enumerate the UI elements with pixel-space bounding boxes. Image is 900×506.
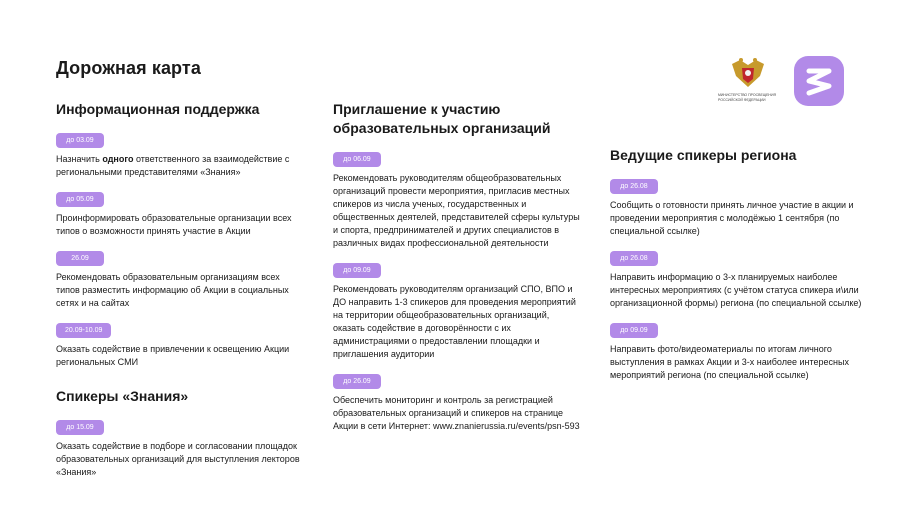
item-text: Рекомендовать руководителям организаций СПО, ВПО и ДО направить 1-3 спикеров для проведения мероприятий на территории общеобразовательных организаций, оказать содействие в договорённости с их администрациями о предоставлении площадки и приглашения аудитории [333, 284, 576, 359]
section-title-leading: Ведущие спикеры региона [610, 147, 797, 163]
item-text: Рекомендовать руководителям общеобразовательных организаций провести мероприятия, пригласив местных спикеров из числа ученых, государственных и общественных деятелей, представителей сферы культуры и спорта, предпринимателей и других специалистов в различных видах профессиональной деятельности [333, 173, 580, 248]
list-item [333, 148, 583, 250]
date-badge: до 06.09 [333, 152, 381, 167]
date-badge: до 09.09 [610, 323, 658, 338]
list-item [333, 259, 583, 361]
list-item [56, 416, 306, 479]
list-item [56, 247, 306, 310]
znanie-logo-icon [794, 56, 844, 106]
date-badge: 26.09 [56, 251, 104, 266]
list-item [56, 129, 306, 179]
item-text: Оказать содействие в привлечении к освещению Акции региональных СМИ [56, 344, 290, 367]
logos [718, 56, 848, 108]
date-badge: до 26.08 [610, 251, 658, 266]
date-badge: до 09.09 [333, 263, 381, 278]
list-item [56, 319, 306, 369]
date-badge: до 05.09 [56, 192, 104, 207]
date-badge: до 15.09 [56, 420, 104, 435]
list-item [610, 319, 870, 382]
date-badge: до 26.08 [610, 179, 658, 194]
section-title-invite: Приглашение к участию образовательных организаций [333, 101, 551, 136]
item-text: Назначить одного ответственного за взаимодействие с региональными представителями «Знания» [56, 154, 290, 177]
page-title: Дорожная карта [56, 58, 201, 78]
date-badge: до 26.09 [333, 374, 381, 389]
item-text: Направить информацию о 3-х планируемых наиболее интересных мероприятиях (с учётом статуса спикера и\или организационной формы) региона (по специальной ссылке) [610, 272, 862, 308]
column-info [56, 100, 306, 488]
list-item [56, 188, 306, 238]
list-item [610, 247, 870, 310]
ministry-name: МИНИСТЕРСТВО ПРОСВЕЩЕНИЯ РОССИЙСКОЙ ФЕДЕРАЦИИ [718, 93, 776, 102]
list-item [610, 175, 870, 238]
item-text: Проинформировать образовательные организации всех типов о возможности принять участие в Акции [56, 213, 292, 236]
coat-of-arms-icon [728, 56, 768, 90]
item-text: Обеспечить мониторинг и контроль за регистрацией образовательных организаций и спикеров на странице Акции в сети Интернет: www.znanierussia.ru/events/psn-593 [333, 395, 580, 431]
date-badge: 20.09-10.09 [56, 323, 111, 338]
item-text: Оказать содействие в подборе и согласовании площадок образовательных организаций для выступления лекторов «Знания» [56, 441, 300, 477]
column-leading [610, 146, 870, 391]
item-text: Сообщить о готовности принять личное участие в акции и проведении мероприятия с молодёжью 1 сентября (по специальной ссылке) [610, 200, 854, 236]
column-invite [333, 100, 583, 442]
znanie-mark-icon [794, 56, 844, 106]
section-title-info: Информационная поддержка [56, 101, 260, 117]
list-item [333, 370, 583, 433]
date-badge: до 03.09 [56, 133, 104, 148]
item-text: Направить фото/видеоматериалы по итогам личного выступления в рамках Акции и 3-х наиболее интересных мероприятий региона (по специальной ссылке) [610, 344, 849, 380]
item-text: Рекомендовать образовательным организациям всех типов разместить информацию об Акции в социальных сетях и на сайтах [56, 272, 289, 308]
section-title-speakers: Спикеры «Знания» [56, 388, 189, 404]
